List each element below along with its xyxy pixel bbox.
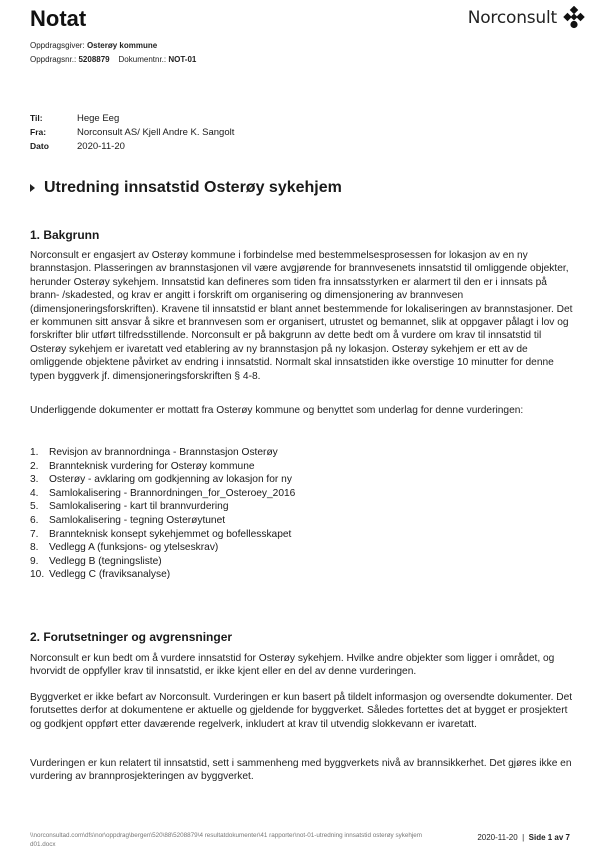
reference-document-list: [30, 446, 295, 582]
client-label: Oppdragsgiver:: [30, 41, 85, 50]
list-item: 1. Revisjon av brannordninga - Brannstasjon Osterøy: [30, 447, 278, 458]
logo-text: Norconsult: [467, 8, 557, 28]
paragraph: Byggverket er ikke befart av Norconsult. Vurderingen er kun basert på tildelt informasjon og oversendte dokumenter. Det forutsettes derfor at dokumentene er aktuelle og gjeldende for byggverket. Således fortettes det at bygget er prosjektert og godkjent oppført etter daværende regelverk, inkludert at krav til utvendig slokkevann er ivaretatt.: [30, 692, 573, 730]
from-label: Fra:: [30, 127, 47, 137]
section-heading-forutsetninger: 2. Forutsetninger og avgrensninger: [30, 630, 233, 644]
footer-separator: |: [522, 833, 525, 842]
list-item: 9. Vedlegg B (tegningsliste): [30, 555, 162, 567]
norconsult-logo: [468, 5, 586, 31]
page-number: Side 1 av 7: [528, 833, 570, 842]
paragraph: Norconsult er kun bedt om å vurdere innsatstid for Osterøy sykehjem. Hvilke andre objekter som ligger i området, og hvorvidt de oppfyller krav til innsatstid, er ikke kjent eller en del av denne vurderingen.: [30, 653, 555, 678]
paragraph: Norconsult er engasjert av Osterøy kommune i forbindelse med bestemmelsesprosessen for lokasjon av en ny brannstasjon. Plasseringen av brannstasjonen vil være avgjørende for brannvesenets innsatstid til omliggende objekter, herunder Osterøy sykehjem. Innsatstid kan defineres som tiden fra innsatsstyrken er alarmert til den er i innsats på brann- /skadested, og krav er angitt i forskrift om organisering og dimensjonering av brannvesen (dimensjoneringsforskriften). Kravene til innsatstid er blant annet bestemmende for lokaliseringen av brannstasjoner. Det er kommunen sitt ansvar å sikre et brannvesen som er organisert, utrustet og bemannet, slik at oppgaver pålagt i lov og forskrifter blir utført tilfredsstillende. Norconsult er på bakgrunn av dette bedt om å vurdere om krav til innsatstid til Osterøy sykehjem er ivaretatt ved etablering av ny brannstasjon på ny lokasjon. Osterøy sykehjem er ett av de omliggende objektene påvirket av endring i innsatstid. Normalt skal innsatstiden ikke overstige 10 minutter for denne typen byggverk jf. dimensjoneringsforskriften § 4-8.: [30, 250, 573, 382]
footer-date: 2020-11-20: [477, 833, 518, 842]
project-no-label: Oppdragsnr.:: [30, 55, 77, 64]
client-value: Osterøy kommune: [86, 41, 158, 50]
reference-line: [30, 55, 196, 64]
to-row: [30, 113, 119, 124]
from-row: [30, 127, 234, 138]
to-value: Hege Eeg: [77, 113, 120, 124]
client-line: [30, 41, 157, 50]
project-no-value: 5208879: [78, 55, 110, 64]
doc-no-value: NOT-01: [168, 55, 197, 64]
list-item: 2. Brannteknisk vurdering for Osterøy kommune: [30, 460, 255, 472]
list-item: 7. Brannteknisk konsept sykehjemmet og bofellesskapet: [30, 528, 292, 540]
date-row: [30, 141, 125, 152]
list-item: 3. Osterøy - avklaring om godkjenning av lokasjon for ny: [30, 474, 292, 486]
paragraph: Underliggende dokumenter er mottatt fra Osterøy kommune og benyttet som underlag for denne vurderingen:: [30, 405, 524, 416]
section-heading-bakgrunn: 1. Bakgrunn: [30, 228, 100, 242]
from-value: Norconsult AS/ Kjell Andre K. Sangolt: [77, 127, 235, 138]
list-item: 5. Samlokalisering - kart til brannvurdering: [30, 501, 229, 513]
list-item: 8. Vedlegg A (funksjons- og ytelseskrav): [30, 542, 219, 554]
triangle-bullet-icon: [30, 184, 35, 192]
date-value: 2020-11-20: [77, 141, 125, 152]
list-item: 4. Samlokalisering - Brannordningen_for_Osteroey_2016: [30, 487, 296, 499]
footer-page-info: [477, 833, 570, 842]
list-item: 6. Samlokalisering - tegning Osterøytunet: [30, 514, 226, 526]
doc-no-label: Dokumentnr.:: [118, 55, 167, 64]
subject-heading: [30, 179, 342, 197]
norconsult-diamond-icon: [562, 6, 586, 30]
footer-file-path: \\norconsultad.com\dfs\nor\oppdrag\bergen\520\88\5208879\4 resultatdokumenter\41 rapporter\not-01-utredning innsatstid osterøy sykehjem d01.docx: [30, 832, 423, 848]
date-label: Dato: [30, 141, 49, 151]
to-label: Til:: [30, 113, 43, 123]
document-type-title: Notat: [30, 6, 87, 31]
subject-text: Utredning innsatstid Osterøy sykehjem: [44, 179, 342, 196]
paragraph: Vurderingen er kun relatert til innsatstid, sett i sammenheng med byggverkets nivå av brannsikkerhet. Det gjøres ikke en vurdering av brannprosjekteringen av byggverket.: [30, 758, 572, 783]
list-item: 10. Vedlegg C (fraviksanalyse): [30, 569, 171, 581]
